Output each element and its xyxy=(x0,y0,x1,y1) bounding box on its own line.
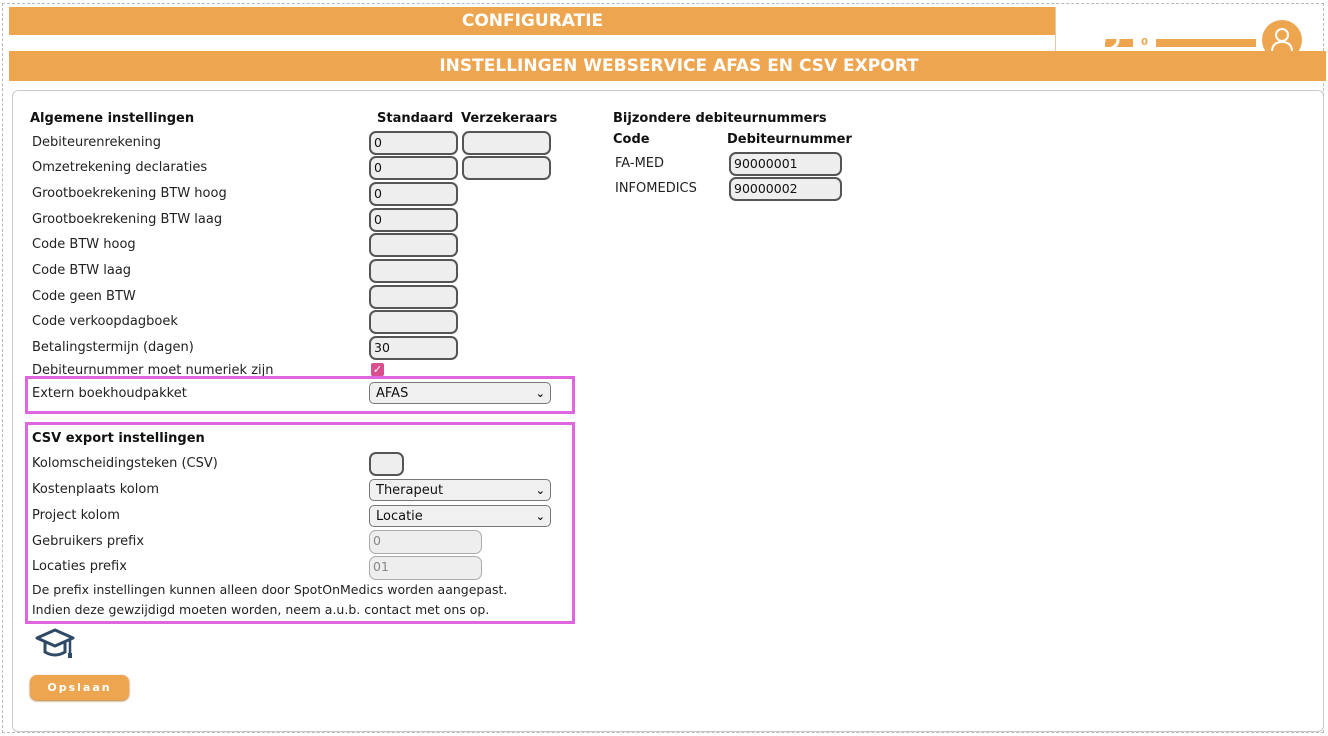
code-no-vat-input[interactable] xyxy=(369,285,458,309)
revenue-account-standard-input[interactable]: 0 xyxy=(369,156,458,180)
csv-heading: CSV export instellingen xyxy=(32,431,205,446)
special-code: INFOMEDICS xyxy=(615,181,697,196)
notification-count: 0 xyxy=(1141,37,1148,48)
row-label: Betalingstermijn (dagen) xyxy=(32,340,194,355)
ledger-vat-low-input[interactable]: 0 xyxy=(369,208,458,232)
project-select[interactable]: Locatie ⌄ xyxy=(369,505,551,527)
row-label: Omzetrekening declaraties xyxy=(32,160,208,175)
save-button[interactable]: Opslaan xyxy=(30,675,129,700)
separator-label: Kolomscheidingsteken (CSV) xyxy=(32,456,218,471)
row-label: Code verkoopdagboek xyxy=(32,314,178,329)
prefix-note: De prefix instellingen kunnen alleen door SpotOnMedics worden aangepast. xyxy=(32,582,508,597)
numeric-checkbox[interactable]: ✓ xyxy=(372,363,383,376)
location-prefix-input: 01 xyxy=(369,556,482,580)
debtor-account-standard-input[interactable]: 0 xyxy=(369,131,458,155)
code-vat-low-input[interactable] xyxy=(369,259,458,283)
separator-input[interactable] xyxy=(369,452,404,476)
prefix-note: Indien deze gewzijdigd moeten worden, neem a.u.b. contact met ons op. xyxy=(32,602,490,617)
col-insurers-header: Verzekeraars xyxy=(461,111,558,126)
col-number-header: Debiteurnummer xyxy=(727,132,852,147)
row-label: Code geen BTW xyxy=(32,289,136,304)
special-heading: Bijzondere debiteurnummers xyxy=(613,111,827,126)
row-label: Code BTW laag xyxy=(32,263,132,278)
code-vat-high-input[interactable] xyxy=(369,233,458,257)
col-code-header: Code xyxy=(613,132,650,147)
external-package-select[interactable]: AFAS ⌄ xyxy=(369,382,551,404)
user-prefix-input: 0 xyxy=(369,530,482,554)
page-title: CONFIGURATIE xyxy=(9,7,1056,35)
general-heading: Algemene instellingen xyxy=(30,111,195,126)
graduation-cap-icon[interactable] xyxy=(34,628,76,660)
special-number-input[interactable]: 90000001 xyxy=(729,152,842,176)
chevron-down-icon: ⌄ xyxy=(535,510,545,523)
page-subtitle: INSTELLINGEN WEBSERVICE AFAS EN CSV EXPORT xyxy=(9,51,1326,81)
row-label: Debiteurenrekening xyxy=(32,135,161,150)
revenue-account-insurers-input[interactable] xyxy=(462,156,551,180)
user-prefix-label: Gebruikers prefix xyxy=(32,534,145,549)
cost-center-select[interactable]: Therapeut ⌄ xyxy=(369,479,551,501)
cost-center-label: Kostenplaats kolom xyxy=(32,482,159,497)
chevron-down-icon: ⌄ xyxy=(535,387,545,400)
payment-term-input[interactable]: 30 xyxy=(369,336,458,360)
special-code: FA-MED xyxy=(615,156,665,171)
debtor-account-insurers-input[interactable] xyxy=(462,131,551,155)
special-number-input[interactable]: 90000002 xyxy=(729,177,842,201)
row-label: Grootboekrekening BTW laag xyxy=(32,212,223,227)
row-label: Grootboekrekening BTW hoog xyxy=(32,186,227,201)
project-label: Project kolom xyxy=(32,508,120,523)
row-label: Code BTW hoog xyxy=(32,237,136,252)
chevron-down-icon: ⌄ xyxy=(535,484,545,497)
numeric-label: Debiteurnummer moet numeriek zijn xyxy=(32,363,274,378)
col-standard-header: Standaard xyxy=(377,111,454,126)
ledger-vat-high-input[interactable]: 0 xyxy=(369,182,458,206)
location-prefix-label: Locaties prefix xyxy=(32,559,127,574)
sales-journal-input[interactable] xyxy=(369,310,458,334)
external-package-label: Extern boekhoudpakket xyxy=(32,386,187,401)
